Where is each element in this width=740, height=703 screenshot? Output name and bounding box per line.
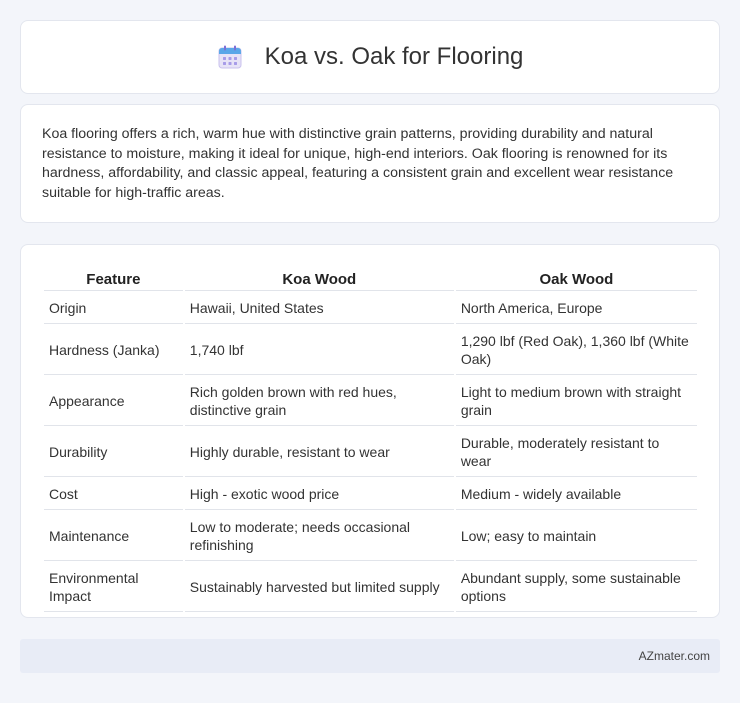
feature-cell: Hardness (Janka) (44, 326, 183, 375)
feature-cell: Appearance (44, 377, 183, 426)
column-header: Feature (44, 267, 183, 291)
comparison-table (42, 265, 699, 614)
table-header-row (44, 267, 697, 291)
page-title (217, 43, 524, 71)
table-row (44, 479, 697, 510)
intro-text: Koa flooring offers a rich, warm hue with distinctive grain patterns, providing durability and natural resistance to moisture, making it ideal for unique, high-end interiors. Oak flooring is renowned for its hardness, affordability, and classic appeal, featuring a consistent grain and excellent wear resistance suitable for high-traffic areas. (42, 126, 674, 201)
koa-cell: Highly durable, resistant to wear (185, 428, 454, 477)
oak-cell: Abundant supply, some sustainable options (456, 563, 697, 612)
column-header: Koa Wood (185, 267, 454, 291)
intro-card (20, 104, 720, 223)
feature-cell: Durability (44, 428, 183, 477)
table-row (44, 326, 697, 375)
comparison-table-card (20, 244, 720, 618)
calendar-icon (217, 44, 243, 70)
feature-cell: Cost (44, 479, 183, 510)
table-row (44, 377, 697, 426)
koa-cell: Sustainably harvested but limited supply (185, 563, 454, 612)
footer-brand: AZmater.com (638, 649, 710, 663)
feature-cell: Maintenance (44, 512, 183, 561)
feature-cell: Environmental Impact (44, 563, 183, 612)
oak-cell: North America, Europe (456, 293, 697, 324)
oak-cell: Durable, moderately resistant to wear (456, 428, 697, 477)
koa-cell: 1,740 lbf (185, 326, 454, 375)
page-title-text: Koa vs. Oak for Flooring (264, 43, 524, 70)
table-row (44, 512, 697, 561)
feature-cell: Origin (44, 293, 183, 324)
oak-cell: 1,290 lbf (Red Oak), 1,360 lbf (White Oak) (456, 326, 697, 375)
table-row (44, 293, 697, 324)
koa-cell: High - exotic wood price (185, 479, 454, 510)
oak-cell: Low; easy to maintain (456, 512, 697, 561)
koa-cell: Hawaii, United States (185, 293, 454, 324)
oak-cell: Light to medium brown with straight grain (456, 377, 697, 426)
column-header: Oak Wood (456, 267, 697, 291)
oak-cell: Medium - widely available (456, 479, 697, 510)
table-row (44, 428, 697, 477)
footer-bar (20, 639, 720, 673)
koa-cell: Rich golden brown with red hues, distinctive grain (185, 377, 454, 426)
koa-cell: Low to moderate; needs occasional refinishing (185, 512, 454, 561)
table-row (44, 563, 697, 612)
header-card (20, 20, 720, 94)
